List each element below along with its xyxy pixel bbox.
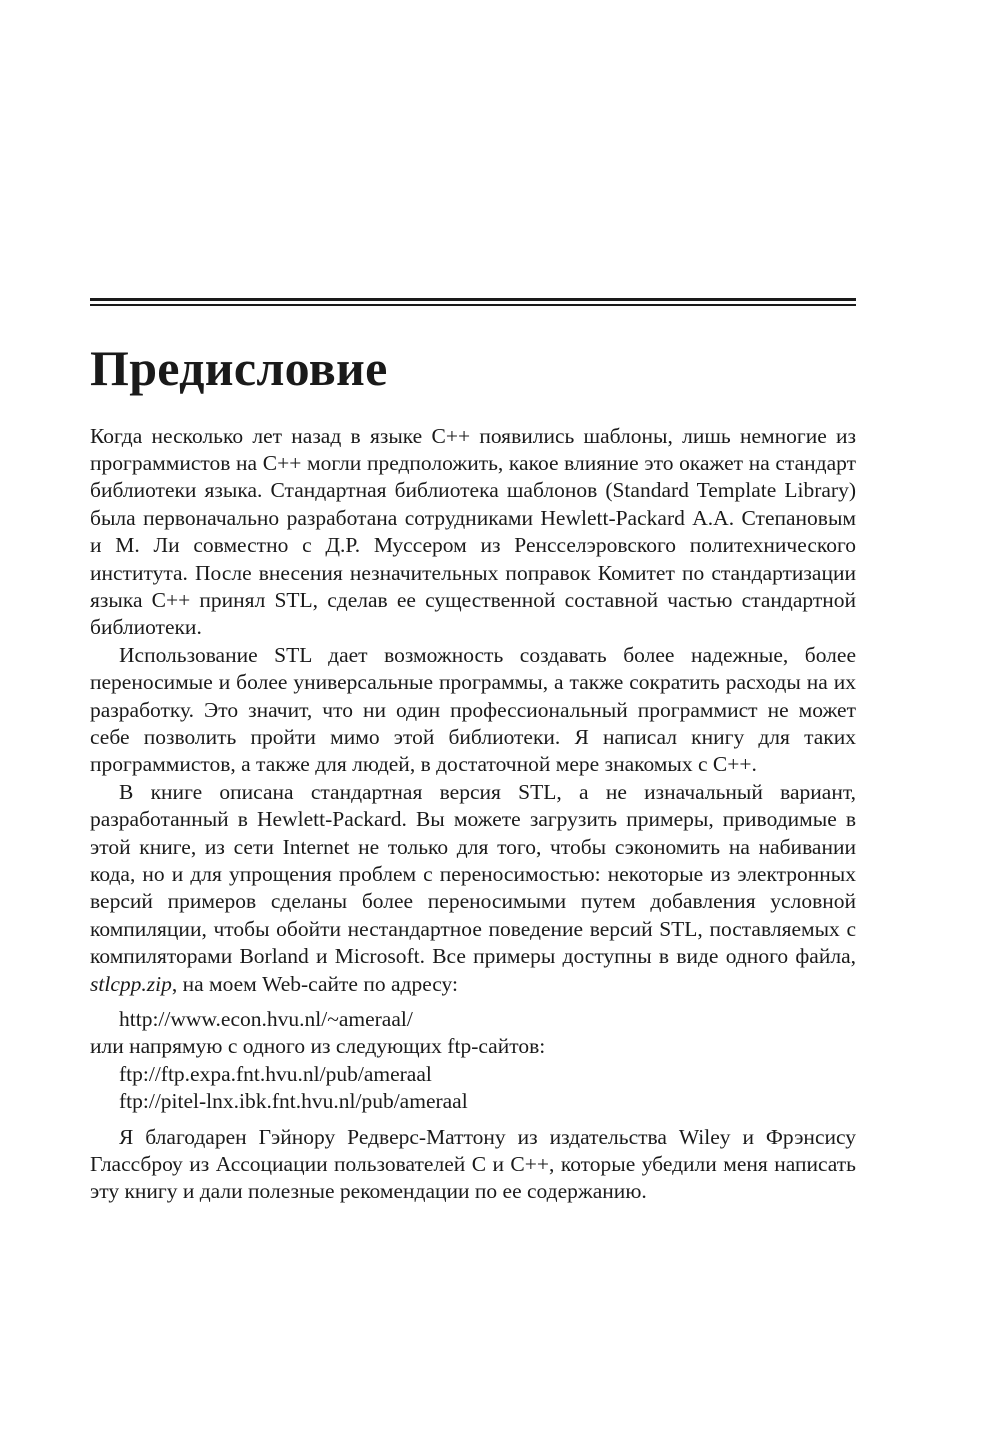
- paragraph-1: Когда несколько лет назад в языке C++ появились шаблоны, лишь немногие из программистов на C++ могли предположить, какое влияние это окажет на стандарт библиотеки языка. Стандартная библиотека шаблонов (Standard Template Library) была первоначально разработана сотрудниками Hewlett-Packard А.А. Степановым и М. Ли совместно с Д.Р. Муссером из Ренсселэровского политехнического института. После внесения незначительных поправок Комитет по стандартизации языка C++ принял STL, сделав ее существенной составной частью стандартной библиотеки.: [90, 423, 856, 640]
- web-url: http://www.econ.hvu.nl/~ameraal/: [119, 1007, 413, 1032]
- page-content: [90, 298, 856, 1206]
- chapter-title: Предисловие: [90, 339, 388, 396]
- chapter-body: [90, 423, 856, 1206]
- paragraph-3-text: В книге описана стандартная версия STL, а не изначальный вариант, разработанный в Hewlett-Packard. Вы можете загрузить примеры, приводимые в этой книге, из сети Internet не только для того, чтобы сэкономить на набивании кода, но и для упрощения проблем с переносимостью: некоторые из электронных версий примеров сделаны более переносимыми путем добавления условной компиляции, чтобы обойти нестандартное поведение версий STL, поставляемых с компиляторами Borland и Microsoft. Все примеры доступны в виде одного файла,: [90, 779, 856, 969]
- paragraph-4: Я благодарен Гэйнору Редверс-Маттону из издательства Wiley и Фрэнсису Глассброу из Ассоциации пользователей C и C++, которые убедили меня написать эту книгу и дали полезные рекомендации по ее содержанию.: [90, 1124, 856, 1204]
- ftp-url-2: ftp://pitel-lnx.ibk.fnt.hvu.nl/pub/ameraal: [119, 1089, 468, 1114]
- paragraph-2: Использование STL дает возможность создавать более надежные, более переносимые и более универсальные программы, а также сократить расходы на их разработку. Это значит, что ни один профессиональный программист не может себе позволить пройти мимо этой библиотеки. Я написал книгу для таких программистов, а также для людей, в достаточной мере знакомых с C++.: [90, 642, 856, 777]
- ftp-url-1: ftp://ftp.expa.fnt.hvu.nl/pub/ameraal: [119, 1061, 432, 1086]
- paragraph-3: [90, 779, 856, 998]
- paragraph-3-tail: , на моем Web-сайте по адресу:: [171, 971, 458, 996]
- rule-thin: [90, 304, 856, 306]
- filename-stlcpp: stlcpp.zip: [90, 971, 172, 996]
- ftp-intro: или напрямую с одного из следующих ftp-сайтов:: [90, 1034, 546, 1059]
- chapter-header-rule: [90, 298, 856, 306]
